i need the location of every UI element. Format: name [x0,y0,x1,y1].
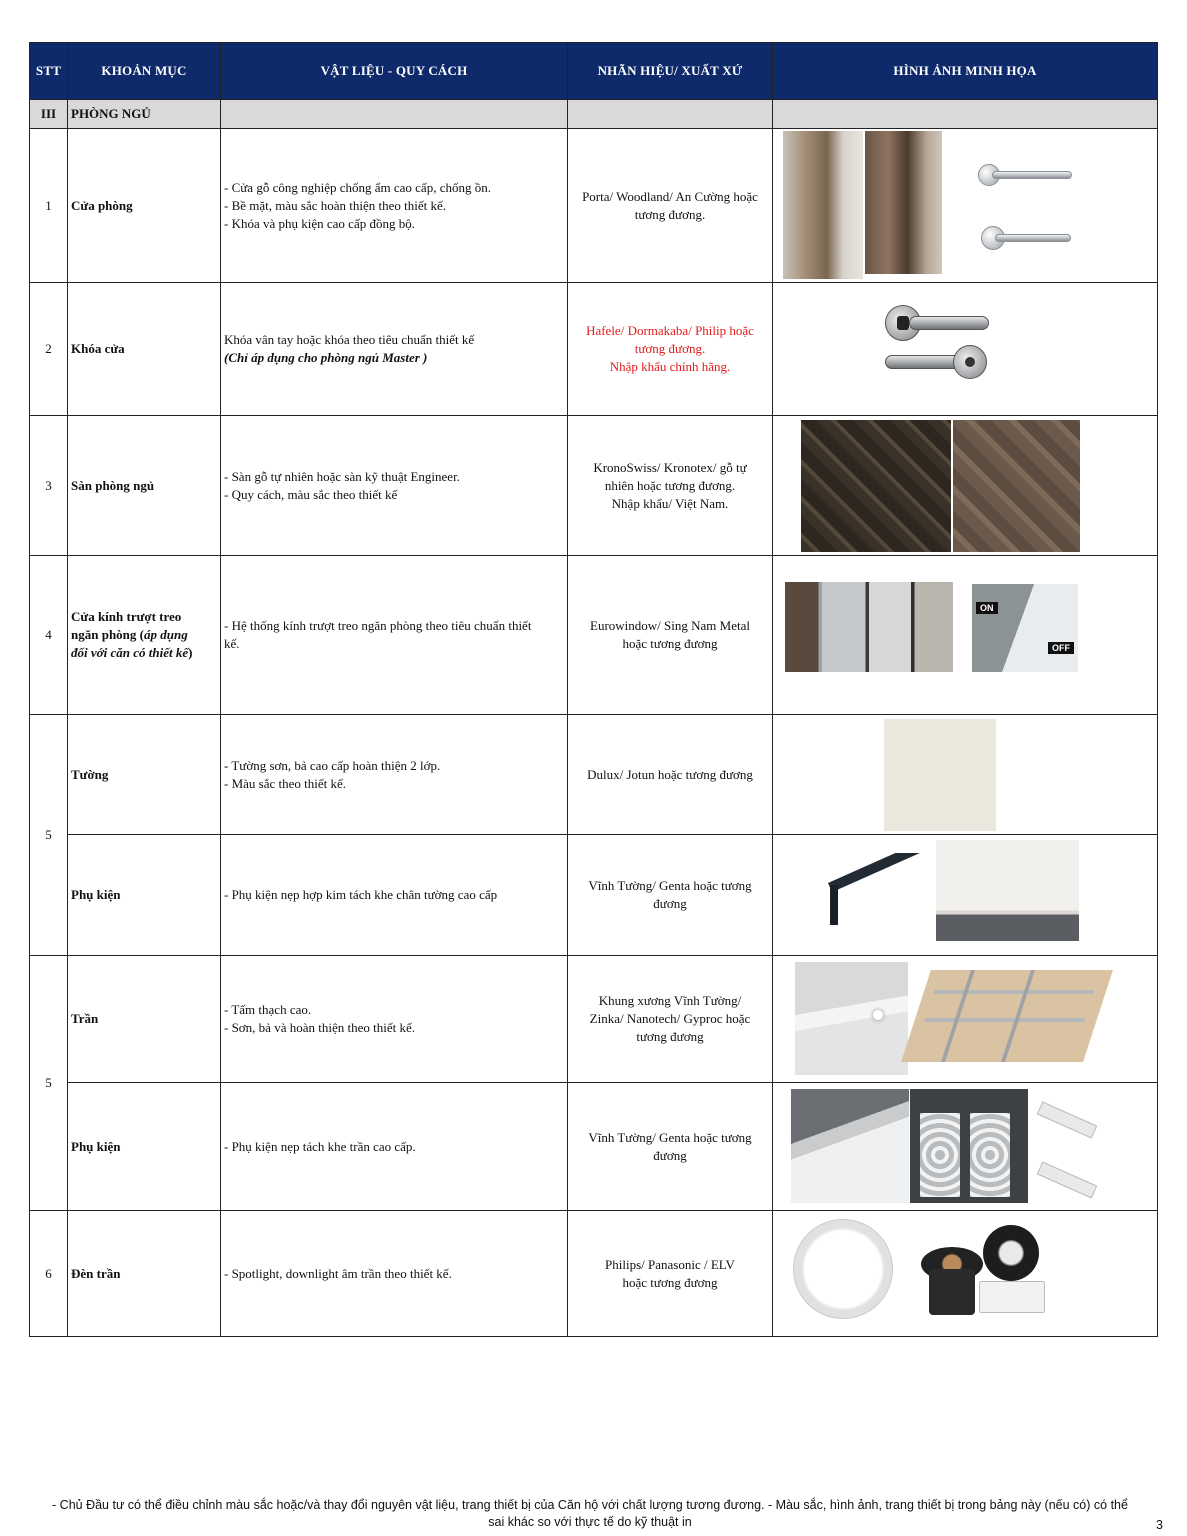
table-row [30,715,1158,835]
row-material: Khóa vân tay hoặc khóa theo tiêu chuẩn thiết kế (Chỉ áp dụng cho phòng ngủ Master ) [221,283,568,416]
paint-swatch [884,719,996,831]
row-brand: Khung xương Vĩnh Tường/ Zinka/ Nanotech/ Gyproc hoặc tương đương [568,956,773,1083]
row-brand: Porta/ Woodland/ An Cường hoặc tương đương. [568,129,773,283]
ceiling-trim-profile-icon [1031,1093,1101,1201]
row-image [773,1083,1158,1211]
row-image [773,1211,1158,1337]
wood-floor-sample [801,420,951,552]
door-photo [865,131,942,274]
row-item: Khóa cửa [68,283,221,416]
row-item: Sàn phòng ngủ [68,416,221,556]
row-image [773,715,1158,835]
header-stt: STT [30,43,68,100]
table-row [30,129,1158,283]
header-material: VẬT LIỆU - QUY CÁCH [221,43,568,100]
row-material: - Hệ thống kính trượt treo ngăn phòng theo tiêu chuẩn thiết kế. [221,556,568,715]
skirting-photo [936,840,1079,941]
door-handle-icon [978,164,1073,186]
section-title: PHÒNG NGỦ [68,100,221,129]
header-item: KHOẢN MỤC [68,43,221,100]
row-material: - Cửa gỗ công nghiệp chống ẩm cao cấp, chống ồn. - Bề mặt, màu sắc hoàn thiện theo thiết kế. - Khóa và phụ kiện cao cấp đồng bộ. [221,129,568,283]
row-material: - Spotlight, downlight âm trần theo thiết kế. [221,1211,568,1337]
row-stt: 1 [30,129,68,283]
header-brand: NHÃN HIỆU/ XUẤT XỨ [568,43,773,100]
section-number: III [30,100,68,129]
spec-table [29,42,1158,1337]
door-photo [783,131,863,279]
row-brand: Dulux/ Jotun hoặc tương đương [568,715,773,835]
row-stt: 6 [30,1211,68,1337]
row-brand: Philips/ Panasonic / ELV hoặc tương đương [568,1211,773,1337]
row-material: - Tường sơn, bả cao cấp hoàn thiện 2 lớp. - Màu sắc theo thiết kế. [221,715,568,835]
footer-note: - Chủ Đầu tư có thể điều chỉnh màu sắc hoặc/và thay đổi nguyên vật liệu, trang thiết bị của Căn hộ với chất lượng tương đương. - Màu sắc, hình ảnh, trang thiết bị trong bảng này (nếu có) có thể sai khác so với thực tế do kỹ thuật in [52,1498,1128,1529]
row-image [773,956,1158,1083]
row-item: Tường [68,715,221,835]
row-brand: Vĩnh Tường/ Genta hoặc tương đương [568,1083,773,1211]
smart-glass-photo [972,584,1078,672]
wood-floor-sample [953,420,1080,552]
page-number: 3 [1156,1518,1163,1532]
row-brand: Vĩnh Tường/ Genta hoặc tương đương [568,835,773,956]
row-stt: 5 [30,715,68,956]
row-item: Đèn trần [68,1211,221,1337]
ceiling-trim-photo [791,1089,909,1203]
row-material: - Phụ kiện nẹp hợp kim tách khe chân tường cao cấp [221,835,568,956]
off-label: OFF [1048,642,1074,654]
row-image [773,416,1158,556]
header-row [30,43,1158,100]
section-row [30,100,1158,129]
skirting-profile-icon [828,853,923,928]
fingerprint-lock-icon [885,345,990,379]
row-stt: 5 [30,956,68,1211]
table-row [30,1211,1158,1337]
header-image: HÌNH ẢNH MINH HỌA [773,43,1158,100]
spotlight-icon [979,1225,1049,1317]
row-brand: Eurowindow/ Sing Nam Metal hoặc tương đương [568,556,773,715]
spotlight-icon [921,1247,983,1317]
row-material: - Phụ kiện nẹp tách khe trần cao cấp. [221,1083,568,1211]
row-stt: 4 [30,556,68,715]
row-material: - Sàn gỗ tự nhiên hoặc sàn kỹ thuật Engineer. - Quy cách, màu sắc theo thiết kế [221,416,568,556]
ceiling-photo [795,962,908,1075]
row-item: Trần [68,956,221,1083]
table-row [30,556,1158,715]
table-row [30,956,1158,1083]
row-image [773,556,1158,715]
table-row [30,835,1158,956]
row-image [773,835,1158,956]
row-image [773,283,1158,416]
ceiling-trim-photo [910,1089,1028,1203]
row-image [773,129,1158,283]
door-handle-icon [981,226,1071,250]
table-row [30,1083,1158,1211]
sliding-glass-photo [785,582,953,672]
ceiling-frame-diagram [901,970,1113,1062]
downlight-icon [793,1219,893,1319]
row-brand: KronoSwiss/ Kronotex/ gỗ tự nhiên hoặc tương đương. Nhập khẩu/ Việt Nam. [568,416,773,556]
row-stt: 2 [30,283,68,416]
row-material: - Tấm thạch cao. - Sơn, bả và hoàn thiện theo thiết kế. [221,956,568,1083]
row-item: Phụ kiện [68,1083,221,1211]
fingerprint-lock-icon [885,305,990,341]
on-label: ON [976,602,998,614]
table-row [30,416,1158,556]
table-row [30,283,1158,416]
row-stt: 3 [30,416,68,556]
row-item: Phụ kiện [68,835,221,956]
row-brand: Hafele/ Dormakaba/ Philip hoặc tương đương. Nhập khẩu chính hãng. [568,283,773,416]
row-item: Cửa kính trượt treo ngăn phòng (áp dụng đối với căn có thiết kế) [68,556,221,715]
row-item: Cửa phòng [68,129,221,283]
